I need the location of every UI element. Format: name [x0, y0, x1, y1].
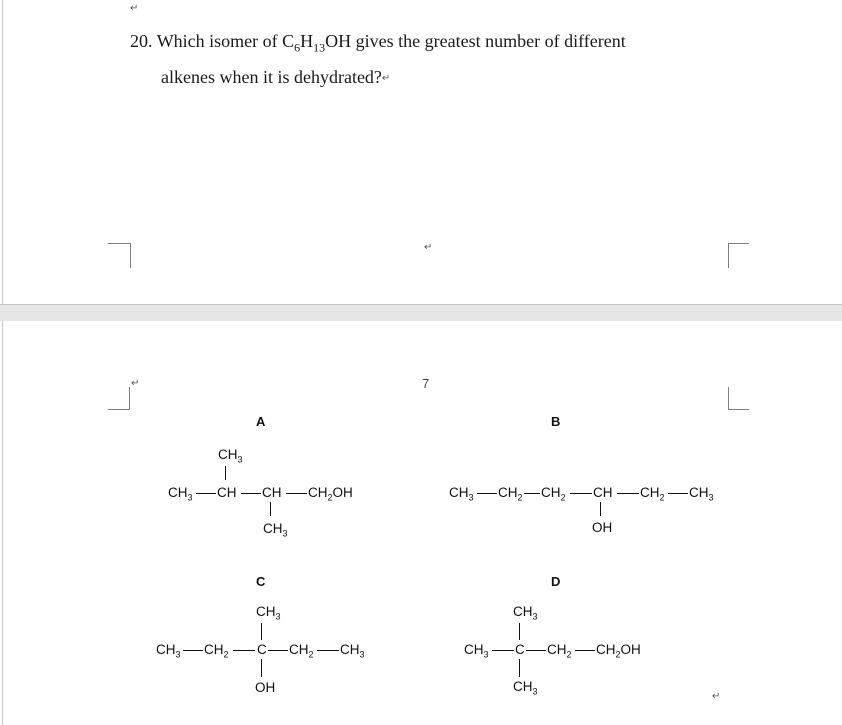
substituent-top-c: $CH_3$ — [256, 604, 281, 622]
bond-vertical — [261, 659, 262, 677]
paragraph-mark: ↵ — [381, 73, 391, 84]
bond-horizontal — [570, 493, 592, 494]
question-text-part1: Which isomer of C — [156, 31, 295, 51]
page-gap-shadow — [0, 304, 842, 305]
bond-horizontal — [268, 650, 288, 651]
option-label-b: B — [551, 414, 561, 429]
chain-atom-d1: $CH_3$ — [464, 642, 489, 660]
chain-atom-a2: CH — [217, 485, 237, 500]
option-label-c: C — [256, 574, 266, 589]
chain-atom-a1: $CH_3$ — [168, 485, 193, 503]
option-label-a: A — [256, 414, 266, 429]
bond-vertical — [270, 502, 271, 516]
bond-horizontal — [526, 650, 546, 651]
document-page-1 — [0, 0, 842, 304]
chain-atom-c5: $CH_3$ — [340, 642, 365, 660]
chain-atom-b6: $CH_3$ — [689, 485, 714, 503]
bond-horizontal — [477, 493, 497, 494]
document-page-2 — [0, 321, 842, 725]
bond-horizontal — [317, 650, 339, 651]
bond-horizontal — [241, 493, 261, 494]
paragraph-mark: ↵ — [131, 378, 140, 389]
bond-horizontal — [492, 650, 514, 651]
chain-atom-b2: $CH_2$ — [498, 485, 523, 503]
chain-atom-b1: $CH_3$ — [449, 485, 474, 503]
bond-horizontal — [183, 650, 203, 651]
chain-atom-c4: $CH_2$ — [289, 642, 314, 660]
substituent-top-d: $CH_3$ — [513, 604, 538, 622]
chain-atom-b4: CH — [593, 485, 613, 500]
bond-horizontal — [286, 493, 307, 494]
substituent-bottom-d: $CH_3$ — [513, 679, 538, 697]
question-line-2 — [161, 67, 390, 88]
bond-vertical — [225, 466, 226, 480]
margin-corner-mark — [108, 243, 131, 268]
margin-corner-mark — [728, 387, 749, 410]
bond-vertical — [519, 623, 520, 640]
paragraph-mark: ↵ — [712, 691, 721, 702]
chain-atom-c3: C — [257, 642, 267, 657]
bond-horizontal — [233, 650, 255, 651]
margin-corner-mark — [728, 243, 749, 268]
page-edge — [2, 321, 3, 725]
bond-vertical — [261, 623, 262, 640]
chain-atom-a4: $CH_2OH$ — [308, 485, 353, 503]
page-edge — [2, 0, 3, 304]
formula-subscript-6: 6 — [294, 40, 301, 55]
bond-horizontal — [668, 493, 688, 494]
chain-atom-b3: $CH_2$ — [541, 485, 566, 503]
margin-corner-mark — [108, 387, 130, 410]
question-line-1 — [130, 31, 626, 56]
question-text-line2: alkenes when it is dehydrated? — [161, 67, 382, 87]
formula-subscript-13: 13 — [313, 40, 326, 55]
chain-atom-d2: C — [515, 642, 525, 657]
bond-horizontal — [524, 493, 540, 494]
substituent-top-a: $CH_3$ — [218, 447, 243, 465]
chain-atom-c2: $CH_2$ — [204, 642, 229, 660]
bond-horizontal — [196, 493, 216, 494]
chain-atom-a3: CH — [262, 485, 282, 500]
bond-horizontal — [575, 650, 595, 651]
question-text-part3: OH gives the greatest number of different — [325, 31, 626, 51]
chain-atom-c1: $CH_3$ — [156, 642, 181, 660]
option-label-d: D — [551, 574, 561, 589]
bond-horizontal — [617, 493, 639, 494]
question-number: 20. — [130, 31, 153, 51]
substituent-bottom-a: $CH_3$ — [263, 521, 288, 539]
substituent-bottom-b: OH — [592, 520, 613, 535]
bond-vertical — [519, 659, 520, 677]
question-text-part2: H — [300, 31, 314, 51]
chain-atom-b5: $CH_2$ — [640, 485, 665, 503]
paragraph-mark: ↵ — [130, 3, 139, 14]
chain-atom-d4: $CH_2OH$ — [596, 642, 641, 660]
chain-atom-d3: $CH_2$ — [547, 642, 572, 660]
substituent-bottom-c: OH — [255, 680, 276, 695]
paragraph-mark: ↵ — [424, 242, 433, 253]
bond-vertical — [600, 502, 601, 516]
page-number: 7 — [422, 376, 430, 391]
